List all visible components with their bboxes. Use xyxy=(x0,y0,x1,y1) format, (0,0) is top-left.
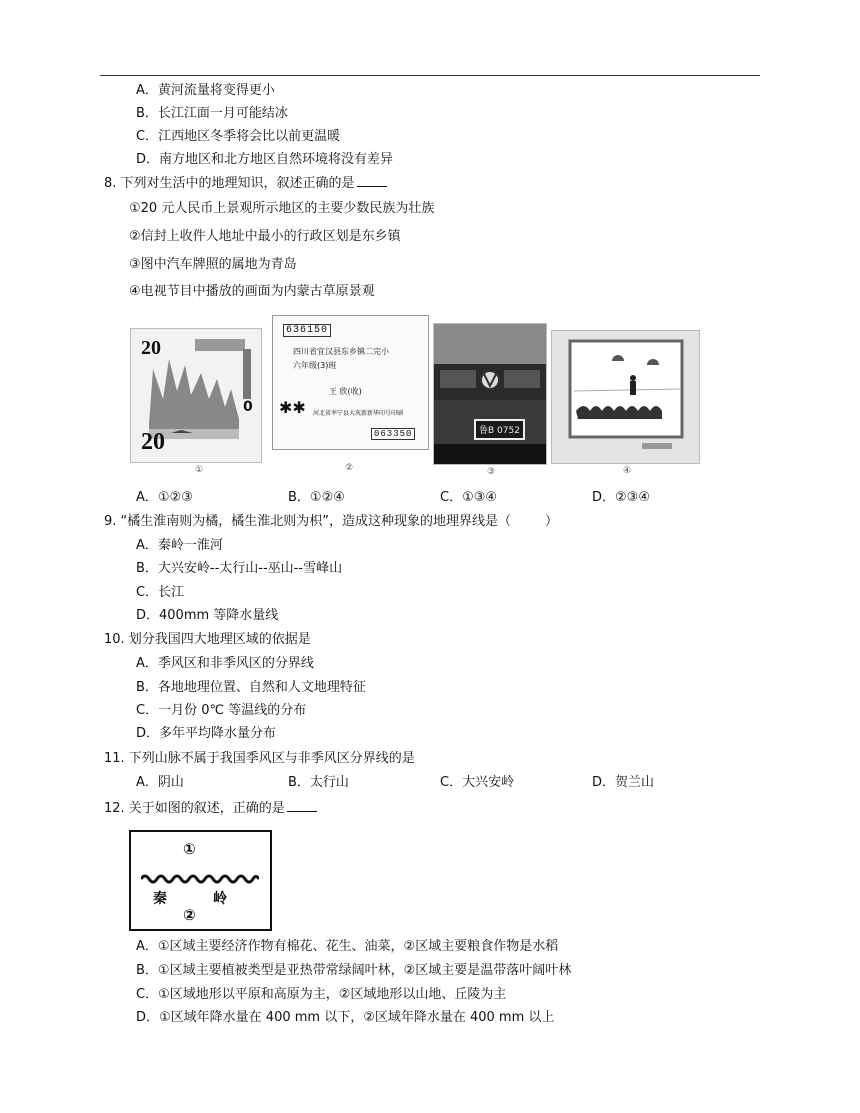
answer-blank xyxy=(357,174,387,187)
q7-option-d: D．南方地区和北方地区自然环境将没有差异 xyxy=(136,152,394,167)
q8-option-d: D．②③④ xyxy=(592,490,650,505)
envelope-address-line2: 六年级(3)班 xyxy=(293,361,337,370)
q12-option-a: A．①区域主要经济作物有棉花、花生、油菜，②区域主要粮食作物是水稻 xyxy=(136,939,559,954)
q7-option-b: B．长江江面一月可能结冰 xyxy=(136,106,288,121)
q12-option-d: D．①区域年降水量在 400 mm 以下，②区域年降水量在 400 mm 以上 xyxy=(136,1010,555,1025)
q12-option-b: B．①区域主要植被类型是亚热带常绿阔叶林，②区域主要是温带落叶阔叶林 xyxy=(136,963,572,978)
banknote-image xyxy=(130,328,262,463)
q9-option-c: C．长江 xyxy=(136,585,185,600)
q8-statement-3: ③图中汽车牌照的属地为青岛 xyxy=(129,257,297,272)
q8-statement-2: ②信封上收件人地址中最小的行政区划是东乡镇 xyxy=(129,229,401,244)
q9-option-a: A．秦岭一淮河 xyxy=(136,538,223,553)
q10-option-d: D．多年平均降水量分布 xyxy=(136,726,277,741)
figure-caption-2: ② xyxy=(345,463,354,473)
q11-stem: 11. 下列山脉不属于我国季风区与非季风区分界线的是 xyxy=(104,751,415,766)
region-2-label: ② xyxy=(183,906,196,924)
envelope-address-line1: 四川省宜汉县东乡镇二完小 xyxy=(293,347,389,356)
figure-caption-1: ① xyxy=(195,465,204,475)
q10-option-c: C．一月份 0℃ 等温线的分布 xyxy=(136,703,307,718)
q9-option-b: B．大兴安岭--太行山--巫山--雪峰山 xyxy=(136,561,343,576)
q10-option-b: B．各地地理位置、自然和人文地理特征 xyxy=(136,680,366,695)
q11-option-c: C．大兴安岭 xyxy=(440,775,515,790)
ling-label: 岭 xyxy=(213,891,227,907)
envelope-stamp: ✱✱ xyxy=(279,398,306,417)
envelope-postcode-bottom: 063350 xyxy=(371,428,415,440)
q8-option-a: A．①②③ xyxy=(136,490,193,505)
q11-option-d: D．贺兰山 xyxy=(592,775,655,790)
q7-option-c: C．江西地区冬季将会比以前更温暖 xyxy=(136,129,341,144)
qin-label: 秦 xyxy=(153,891,167,907)
q12-option-c: C．①区域地形以平原和高原为主，②区域地形以山地、丘陵为主 xyxy=(136,987,507,1002)
q9-option-d: D．400mm 等降水量线 xyxy=(136,608,279,623)
q8-stem: 8. 下列对生活中的地理知识，叙述正确的是 xyxy=(104,174,387,193)
q8-statement-4: ④电视节目中播放的画面为内蒙古草原景观 xyxy=(129,284,375,299)
banknote-denomination-bottom: 20 xyxy=(141,429,165,455)
q8-option-c: C．①③④ xyxy=(440,490,498,505)
mountain-line xyxy=(141,872,259,886)
tv-image xyxy=(551,330,700,464)
envelope-sender: 河北省率宁县大灰新新华印号印刷 xyxy=(313,410,404,417)
banknote-side-digit: 0 xyxy=(243,399,253,415)
figure-caption-4: ④ xyxy=(623,466,632,476)
q11-option-a: A．阴山 xyxy=(136,775,184,790)
region-1-label: ① xyxy=(183,840,196,858)
banknote-denomination-top: 20 xyxy=(141,337,161,359)
license-plate: 鲁B 0752 xyxy=(474,419,525,440)
header-rule xyxy=(100,75,760,76)
car-plate-image xyxy=(433,323,547,465)
q7-option-a: A．黄河流量将变得更小 xyxy=(136,83,275,98)
q12-stem: 12. 关于如图的叙述，正确的是 xyxy=(104,799,317,818)
qinling-diagram xyxy=(129,830,272,931)
envelope-postcode-top: 636150 xyxy=(283,324,331,337)
q11-option-b: B．太行山 xyxy=(288,775,349,790)
q10-stem: 10. 划分我国四大地理区域的依据是 xyxy=(104,632,311,647)
figure-caption-3: ③ xyxy=(487,467,496,477)
envelope-recipient: 王 欣(收) xyxy=(329,387,362,396)
q9-stem: 9. “橘生淮南则为橘，橘生淮北则为枳”，造成这种现象的地理界线是（ ） xyxy=(104,514,559,529)
q10-option-a: A．季风区和非季风区的分界线 xyxy=(136,656,314,671)
answer-blank xyxy=(287,799,317,812)
q8-statement-1: ①20 元人民币上景观所示地区的主要少数民族为壮族 xyxy=(129,201,435,216)
envelope-image xyxy=(272,315,429,450)
q8-option-b: B．①②④ xyxy=(288,490,345,505)
